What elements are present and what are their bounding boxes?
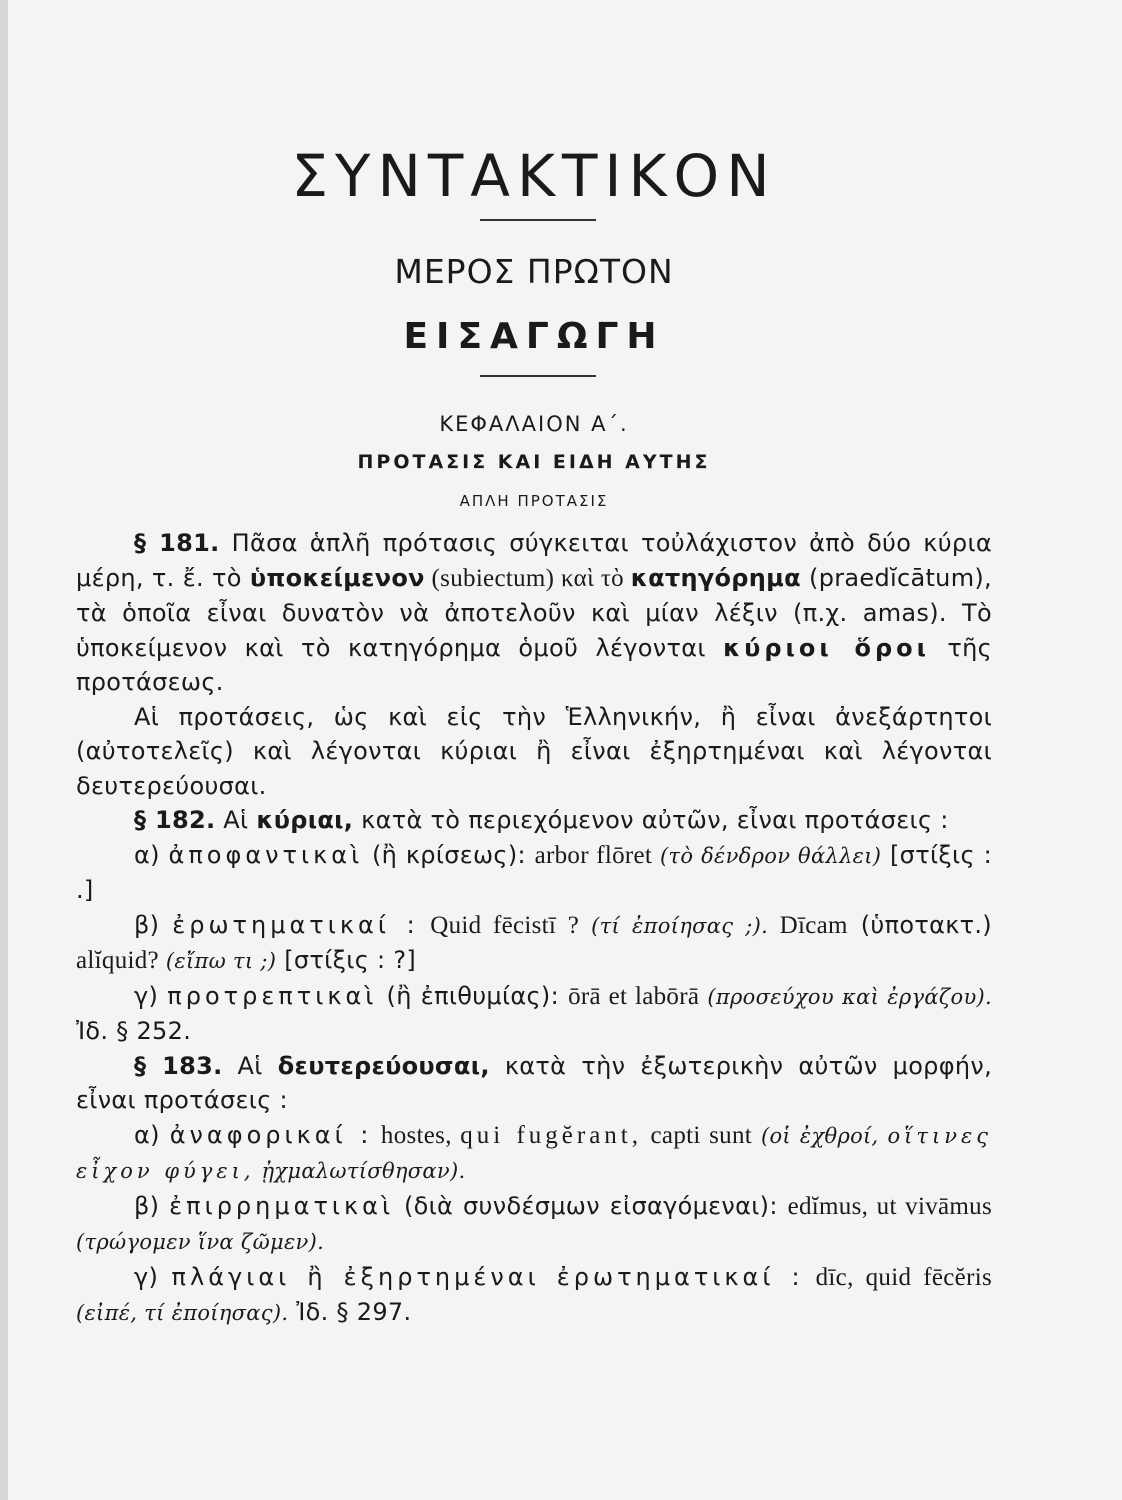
- item-183-c: γ) πλάγιαι ἢ ἐξηρτημέναι ἐρωτηματικαί : dīc, quid fēcĕris (εἰπέ, τί ἐποίησας). Ἰδ. § 297.: [76, 1262, 992, 1326]
- paragraph-183: § 183. Αἱ δευτερεύουσαι, κατὰ τὴν ἐξωτερικὴν αὐτῶν μορφήν, εἶναι προτάσεις :: [76, 1051, 992, 1114]
- section-title: ΑΠΛΗ ΠΡΟΤΑΣΙΣ: [459, 492, 609, 510]
- item-183-b: β) ἐπιρρηματικαὶ (διὰ συνδέσμων εἰσαγόμεναι): edĭmus, ut vivāmus (τρώγομεν ἵνα ζῶμεν).: [76, 1191, 993, 1254]
- item-182-b: β) ἐρωτηματικαί : Quid fēcistī ? (τί ἐποίησας ;). Dīcam (ὑποτακτ.) alĭquid? (εἴπω τι ;) [στίξις : ?]: [76, 910, 992, 974]
- paragraph-181: § 181. Πᾶσα ἁπλῆ πρότασις σύγκειται τοὐλάχιστον ἀπὸ δύο κύρια μέρη, τ. ἔ. τὸ ὑποκείμενον (subiectum) καὶ τὸ κατηγόρημα (praedĭcātum), τὰ ὁποῖα εἶναι δυνατὸν νὰ ἀποτελοῦν καὶ μίαν λέξιν (π.χ. amas). Τὸ ὑποκείμενον καὶ τὸ κατηγόρημα ὁμοῦ λέγονται κύριοι ὅροι τῆς προτάσεως.: [76, 529, 993, 696]
- item-182-a: α) ἀποφαντικαὶ (ἢ κρίσεως): arbor flōret (τὸ δένδρον θάλλει) [στίξις : .]: [76, 840, 992, 904]
- body-text: [76, 526, 992, 1331]
- book-title: ΣΥΝΤΑΚΤΙΚΟΝ: [291, 142, 777, 210]
- intro-title: ΕΙΣΑΓΩΓΗ: [403, 316, 665, 357]
- divider: [480, 375, 596, 377]
- page-edge: [0, 0, 8, 1500]
- item-182-c: γ) προτρεπτικαὶ (ἢ ἐπιθυμίας): ōrā et labōrā (προσεύχου καὶ ἐργάζου). Ἰδ. § 252.: [76, 981, 992, 1045]
- item-183-a: α) ἀναφορικαί : hostes, qui fugĕrant, capti sunt (οἱ ἐχθροί, οἵτινες εἶχον φύγει, ᾐχμαλωτίσθησαν).: [76, 1120, 993, 1183]
- paragraph-182: § 182. Αἱ κύριαι, κατὰ τὸ περιεχόμενον αὐτῶν, εἶναι προτάσεις :: [134, 806, 949, 834]
- paragraph-181-cont: Αἱ προτάσεις, ὡς καὶ εἰς τὴν Ἑλληνικήν, ἢ εἶναι ἀνεξάρτητοι (αὐτοτελεῖς) καὶ λέγονται κύριαι ἢ εἶναι ἐξηρτημέναι καὶ λέγονται δευτερεύουσαι.: [76, 702, 992, 800]
- divider: [480, 219, 596, 221]
- part-title: ΜΕΡΟΣ ΠΡΩΤΟΝ: [394, 252, 674, 291]
- chapter-title: ΠΡΟΤΑΣΙΣ ΚΑΙ ΕΙΔΗ ΑΥΤΗΣ: [357, 451, 711, 473]
- chapter-heading: ΚΕΦΑΛΑΙΟΝ Α΄.: [439, 412, 629, 436]
